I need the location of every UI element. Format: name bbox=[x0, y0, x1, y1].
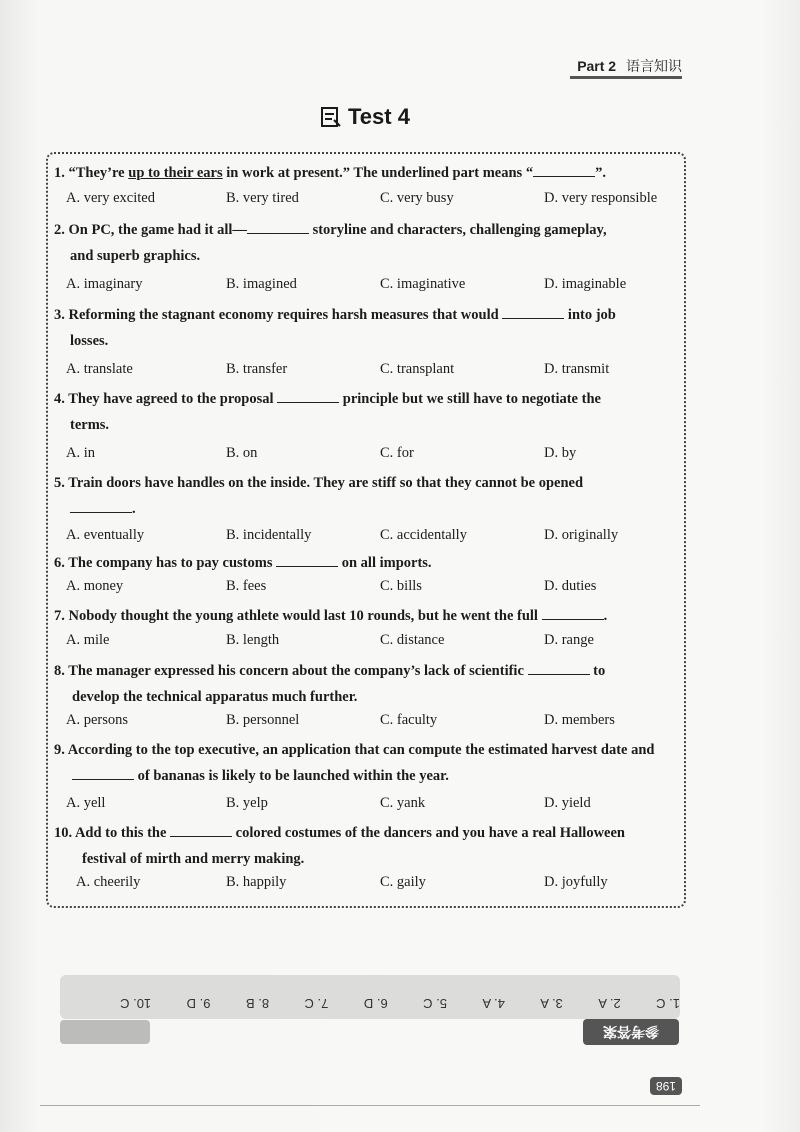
option-b: B. fees bbox=[226, 578, 267, 594]
question-4-options bbox=[66, 445, 676, 467]
question-8 bbox=[54, 658, 680, 710]
option-c: C. transplant bbox=[380, 361, 455, 377]
question-stem: 1. “They’re up to their ears in work at present.” The underlined part means “ ”. bbox=[54, 165, 606, 181]
option-c: C. imaginative bbox=[380, 276, 466, 292]
page-title bbox=[320, 104, 410, 130]
answer-blank bbox=[277, 388, 339, 403]
option-d: D. transmit bbox=[544, 361, 610, 377]
answer-item: 5. C bbox=[423, 996, 448, 1011]
option-c: C. bills bbox=[380, 578, 422, 594]
bottom-rule bbox=[40, 1105, 700, 1106]
question-5-options bbox=[66, 527, 676, 549]
option-a: A. yell bbox=[66, 795, 106, 811]
question-5 bbox=[54, 470, 680, 522]
question-stem: 3. Reforming the stagnant economy requires harsh measures that would into job losses. bbox=[54, 307, 616, 349]
answer-item: 1. C bbox=[656, 996, 680, 1011]
question-4 bbox=[54, 386, 680, 438]
running-header bbox=[577, 56, 682, 76]
question-3 bbox=[54, 302, 680, 354]
question-6-options bbox=[66, 578, 676, 600]
page-number: 198 bbox=[650, 1077, 682, 1095]
question-3-options bbox=[66, 361, 676, 383]
answer-item: 7. C bbox=[304, 996, 329, 1011]
answer-blank bbox=[70, 498, 132, 513]
answer-blank bbox=[542, 605, 604, 620]
answer-key-tab bbox=[60, 1020, 150, 1044]
answer-item: 9. D bbox=[186, 996, 211, 1011]
option-c: C. accidentally bbox=[380, 527, 467, 543]
option-d: D. by bbox=[544, 445, 577, 461]
answer-item: 10. C bbox=[120, 996, 152, 1011]
question-2-options bbox=[66, 276, 676, 298]
option-a: A. cheerily bbox=[76, 874, 141, 890]
option-c: C. yank bbox=[380, 795, 426, 811]
answer-item: 4. A bbox=[482, 996, 505, 1011]
header-section: 语言知识 bbox=[626, 58, 682, 74]
option-b: B. personnel bbox=[226, 712, 300, 728]
question-stem: 8. The manager expressed his concern about the company’s lack of scientific to develop the technical apparatus much further. bbox=[54, 663, 605, 705]
option-b: B. incidentally bbox=[226, 527, 312, 543]
option-d: D. members bbox=[544, 712, 615, 728]
option-d: D. very responsible bbox=[544, 190, 658, 206]
option-c: C. gaily bbox=[380, 874, 426, 890]
answer-blank bbox=[502, 304, 564, 319]
question-stem: 7. Nobody thought the young athlete would last 10 rounds, but he went the full . bbox=[54, 608, 607, 624]
question-8-options bbox=[66, 712, 676, 734]
answer-item: 6. D bbox=[363, 996, 388, 1011]
question-10-options bbox=[66, 874, 676, 896]
answer-item: 8. B bbox=[245, 996, 270, 1011]
question-9-options bbox=[66, 795, 676, 817]
question-1 bbox=[54, 160, 680, 186]
option-d: D. yield bbox=[544, 795, 591, 811]
option-b: B. imagined bbox=[226, 276, 297, 292]
option-d: D. duties bbox=[544, 578, 597, 594]
question-6 bbox=[54, 550, 680, 576]
question-stem: 2. On PC, the game had it all— storyline and characters, challenging gameplay, and superb graphics. bbox=[54, 222, 607, 264]
option-b: B. length bbox=[226, 632, 280, 648]
option-a: A. in bbox=[66, 445, 95, 461]
question-2 bbox=[54, 217, 680, 269]
question-stem: 5. Train doors have handles on the inside. They are stiff so that they cannot be opened . bbox=[54, 475, 584, 517]
question-stem: 9. According to the top executive, an application that can compute the estimated harvest date and of bananas is likely to be launched within the year. bbox=[54, 742, 655, 784]
option-c: C. for bbox=[380, 445, 414, 461]
option-a: A. translate bbox=[66, 361, 133, 377]
answer-blank bbox=[72, 765, 134, 780]
option-c: C. faculty bbox=[380, 712, 438, 728]
option-a: A. very excited bbox=[66, 190, 155, 206]
question-9 bbox=[54, 737, 680, 789]
option-a: A. money bbox=[66, 578, 124, 594]
answer-blank bbox=[170, 822, 232, 837]
option-b: B. yelp bbox=[226, 795, 268, 811]
question-7 bbox=[54, 603, 680, 629]
option-b: B. on bbox=[226, 445, 258, 461]
question-10 bbox=[54, 820, 680, 872]
header-part: Part 2 bbox=[577, 58, 617, 74]
option-a: A. imaginary bbox=[66, 276, 143, 292]
option-a: A. persons bbox=[66, 712, 129, 728]
option-c: C. distance bbox=[380, 632, 445, 648]
option-b: B. very tired bbox=[226, 190, 299, 206]
option-b: B. transfer bbox=[226, 361, 288, 377]
answer-blank bbox=[533, 162, 595, 177]
question-7-options bbox=[66, 632, 676, 654]
title-text: Test 4 bbox=[348, 104, 410, 129]
answer-item: 2. A bbox=[598, 996, 621, 1011]
question-stem: 4. They have agreed to the proposal principle but we still have to negotiate the terms. bbox=[54, 391, 601, 433]
option-d: D. imaginable bbox=[544, 276, 627, 292]
question-1-options bbox=[66, 190, 676, 212]
option-a: A. mile bbox=[66, 632, 110, 648]
option-d: D. range bbox=[544, 632, 594, 648]
notebook-icon bbox=[320, 106, 342, 128]
option-b: B. happily bbox=[226, 874, 287, 890]
answer-key-label: 参考答案 bbox=[583, 1019, 679, 1045]
question-stem: 6. The company has to pay customs on all imports. bbox=[54, 555, 432, 571]
answer-item: 3. A bbox=[540, 996, 563, 1011]
answer-blank bbox=[276, 552, 338, 567]
answer-blank bbox=[247, 219, 309, 234]
answer-key-list bbox=[120, 985, 680, 1011]
option-d: D. joyfully bbox=[544, 874, 608, 890]
question-stem: 10. Add to this the colored costumes of the dancers and you have a real Halloween festival of mirth and merry making. bbox=[54, 825, 625, 867]
answer-blank bbox=[528, 660, 590, 675]
option-d: D. originally bbox=[544, 527, 619, 543]
header-rule bbox=[570, 76, 682, 79]
option-a: A. eventually bbox=[66, 527, 145, 543]
option-c: C. very busy bbox=[380, 190, 454, 206]
